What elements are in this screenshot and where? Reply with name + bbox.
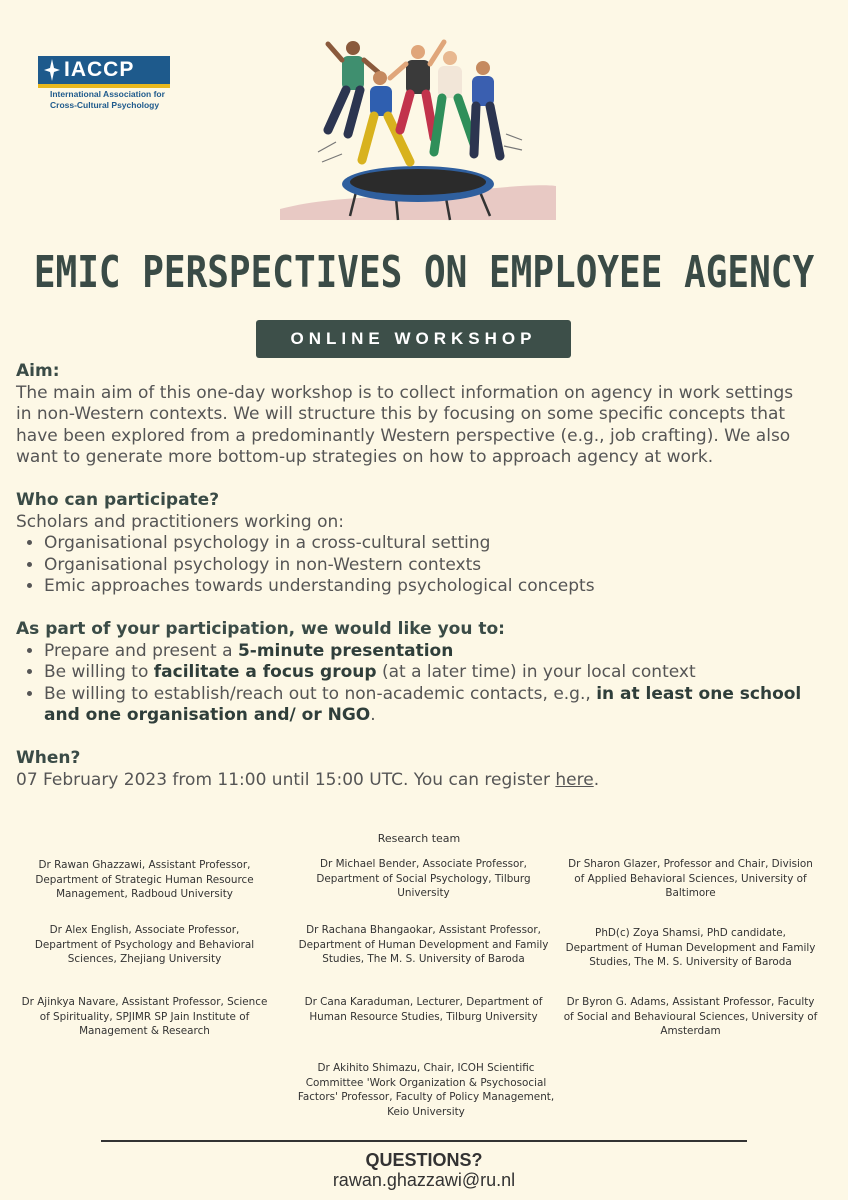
list-item: • Organisational psychology in non-Western contexts [44,555,806,577]
trampoline-mat [350,169,486,195]
divider [101,1140,747,1142]
logo-bar [38,56,170,84]
figure-5 [472,61,500,156]
team-member: Dr Ajinkya Navare, Assistant Professor, Science of Spirituality, SPJIMR SP Jain Institute of Management & Research [21,996,268,1037]
contact-email[interactable]: rawan.ghazzawi@ru.nl [332,1170,516,1190]
team-member: Dr Alex English, Associate Professor, Department of Psychology and Behavioral Sciences, Zhejiang University [34,924,255,965]
who-heading: Who can participate? [16,490,220,510]
team-member: Dr Sharon Glazer, Professor and Chair, Division of Applied Behavioral Sciences, University of Baltimore [568,858,813,899]
participation-list [16,641,806,727]
aim-text: The main aim of this one-day workshop is to collect information on agency in work settings in non-Western contexts. We will structure this by focusing on some specific concepts that have been explored from a predominantly Western perspective (e.g., job crafting). We also want to generate more bottom-up strategies on how to approach agency at work. [16,382,794,467]
trampoline-illustration [278,34,558,222]
participation-heading: As part of your participation, we would like you to: [16,619,505,639]
when-heading: When? [16,748,81,768]
aim-heading: Aim: [16,361,60,381]
list-item: • Be willing to establish/reach out to non-academic contacts, e.g., in at least one school and one organisation and/ or NGO. [44,684,806,727]
logo-strip [38,84,170,88]
who-intro: Scholars and practitioners working on: [16,511,345,532]
team-member: Dr Rachana Bhangaokar, Assistant Professor, Department of Human Development and Family Studies, The M. S. University of Baroda [298,924,549,965]
figure-4 [434,51,474,152]
list-item: • Organisational psychology in a cross-cultural setting [44,533,806,555]
list-item: • Prepare and present a 5-minute presentation [44,641,806,663]
page-title: EMIC PERSPECTIVES ON EMPLOYEE AGENCY [33,248,815,299]
list-item: • Be willing to facilitate a focus group (at a later time) in your local context [44,662,806,684]
online-workshop-badge: ONLINE WORKSHOP [256,320,571,358]
when-text: 07 February 2023 from 11:00 until 15:00 UTC. You can register here. [16,769,600,790]
logo-subtitle-line2: Cross-Cultural Psychology [50,100,160,110]
who-list [16,533,806,598]
compass-star-icon [44,59,60,81]
team-member: Dr Byron G. Adams, Assistant Professor, Faculty of Social and Behavioural Sciences, University of Amsterdam [563,996,818,1037]
list-item: • Emic approaches towards understanding psychological concepts [44,576,806,598]
iaccp-logo [38,56,170,110]
team-member: Dr Akihito Shimazu, Chair, ICOH Scientific Committee 'Work Organization & Psychosocial Factors' Professor, Faculty of Policy Management, Keio University [297,1062,555,1118]
research-team-title: Research team [377,832,461,845]
team-member: Dr Rawan Ghazzawi, Assistant Professor, Department of Strategic Human Resource Management, Radboud University [35,859,254,900]
logo-subtitle-line1: International Association for [50,89,165,99]
logo-text: IACCP [64,58,135,81]
team-member: Dr Cana Karaduman, Lecturer, Department of Human Resource Studies, Tilburg University [304,996,543,1023]
team-member: Dr Michael Bender, Associate Professor, Department of Social Psychology, Tilburg University [316,858,531,899]
team-member: PhD(c) Zoya Shamsi, PhD candidate, Department of Human Development and Family Studies, The M. S. University of Baroda [565,927,816,968]
questions-heading: QUESTIONS? [365,1150,483,1170]
register-link[interactable]: here [555,769,594,790]
main-content [16,361,806,791]
